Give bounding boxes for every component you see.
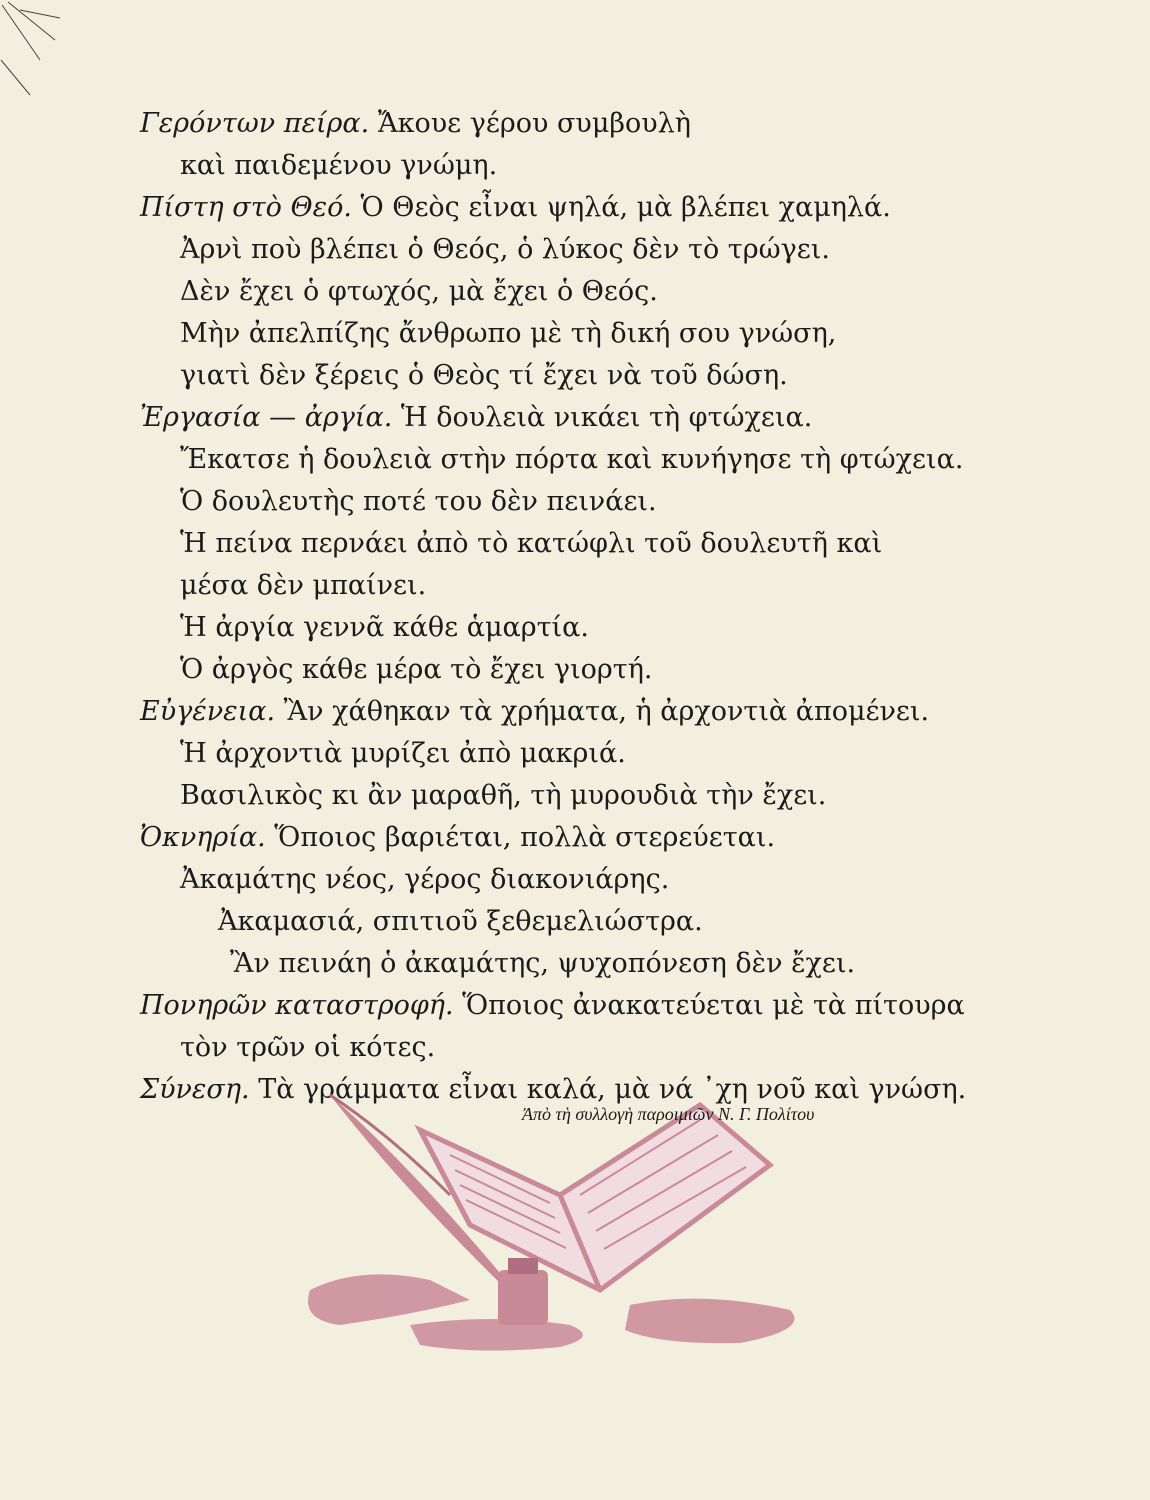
proverb-line: καὶ παιδεμένου γνώμη. <box>180 150 498 181</box>
source-citation: Ἀπὸ τὴ συλλογὴ παροιμιῶν Ν. Γ. Πολίτου <box>522 1104 815 1124</box>
proverb-line: Βασιλικὸς κι ἂν μαραθῆ, τὴ μυρουδιὰ τὴν ἔχει. <box>180 780 827 811</box>
proverb-line: Ἀκαμάτης νέος, γέρος διακονιάρης. <box>180 864 670 895</box>
proverb-line: Ὁ ἀργὸς κάθε μέρα τὸ ἔχει γιορτή. <box>180 654 653 685</box>
proverb-line: Ὁ δουλευτὴς ποτέ του δὲν πεινάει. <box>180 486 657 517</box>
corner-mark <box>0 0 70 110</box>
proverb-line: Ὀκνηρία. Ὅποιος βαριέται, πολλὰ στερεύεται. <box>140 822 776 853</box>
proverb-line: μέσα δὲν μπαίνει. <box>180 570 427 601</box>
proverb-line: Μὴν ἀπελπίζης ἄνθρωπο μὲ τὴ δική σου γνώση, <box>180 318 837 349</box>
proverb-line: Ἡ ἀρχοντιὰ μυρίζει ἀπὸ μακριά. <box>180 738 626 769</box>
proverb-line: Ἀκαμασιά, σπιτιοῦ ξεθεμελιώστρα. <box>218 906 703 937</box>
proverb-line: γιατὶ δὲν ξέρεις ὁ Θεὸς τί ἔχει νὰ τοῦ δώση. <box>180 360 788 391</box>
proverb-line: Ἂν πεινάη ὁ ἀκαμάτης, ψυχοπόνεση δὲν ἔχει. <box>230 948 856 979</box>
proverb-line: Ἡ ἀργία γεννᾶ κάθε ἁμαρτία. <box>180 612 589 643</box>
proverb-line: Σύνεση. Τὰ γράμματα εἶναι καλά, μὰ νά ᾽χη νοῦ καὶ γνώση. <box>140 1074 967 1105</box>
proverb-line: Εὐγένεια. Ἂν χάθηκαν τὰ χρήματα, ἡ ἀρχοντιὰ ἀπομένει. <box>140 696 930 727</box>
proverb-line: Ἀρνὶ ποὺ βλέπει ὁ Θεός, ὁ λύκος δὲν τὸ τρώγει. <box>180 234 830 265</box>
proverb-line: Ἔκατσε ἡ δουλειὰ στὴν πόρτα καὶ κυνήγησε τὴ φτώχεια. <box>180 444 964 475</box>
proverb-line: Δὲν ἔχει ὁ φτωχός, μὰ ἔχει ὁ Θεός. <box>180 276 658 307</box>
proverb-line: Πονηρῶν καταστροφή. Ὅποιος ἀνακατεύεται μὲ τὰ πίτουρα <box>140 990 965 1021</box>
proverb-line: Πίστη στὸ Θεό. Ὁ Θεὸς εἶναι ψηλά, μὰ βλέπει χαμηλά. <box>140 192 891 223</box>
proverb-line: τὸν τρῶν οἱ κότες. <box>180 1032 436 1063</box>
proverb-line: Ἐργασία — ἀργία. Ἡ δουλειὰ νικάει τὴ φτώχεια. <box>140 402 813 433</box>
proverb-line: Ἡ πείνα περνάει ἀπὸ τὸ κατώφλι τοῦ δουλευτῆ καὶ <box>180 528 883 559</box>
proverb-line: Γερόντων πείρα. Ἄκουε γέρου συμβουλὴ <box>140 108 691 139</box>
